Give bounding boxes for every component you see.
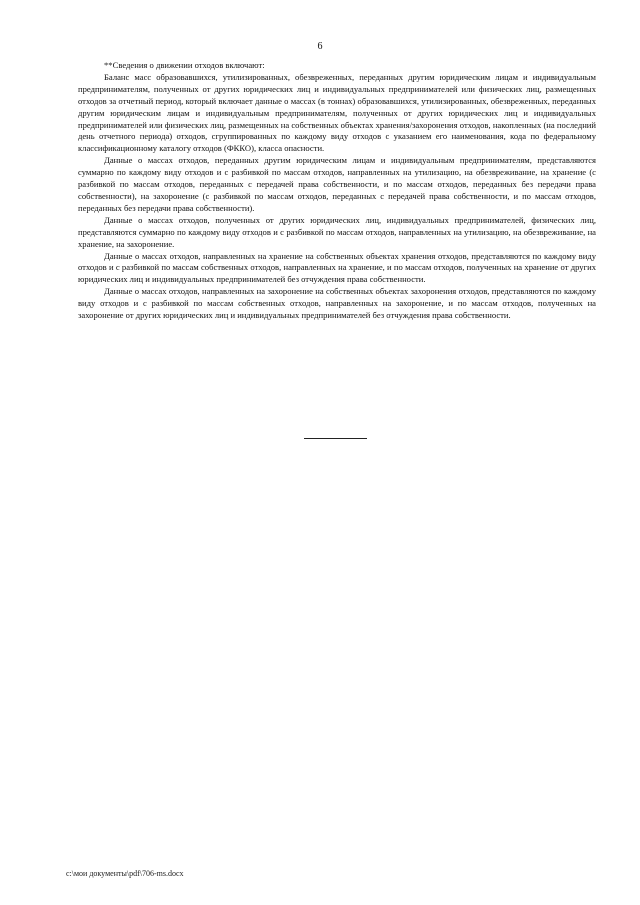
footer-file-path: c:\мои документы\pdf\706-ms.docx	[66, 869, 184, 878]
paragraph-storage: Данные о массах отходов, направленных на хранение на собственных объектах хранения отходов, представляются по каждому виду отходов и с разбивкой по массам собственных отходов, направленных на хранение, и по массам отходов, полученных на хранение от других юридических лиц и индивидуальных предпринимателей без отчуждения права собственности.	[78, 250, 596, 285]
paragraph-burial: Данные о массах отходов, направленных на захоронение на собственных объектах захоронения отходов, представляются по каждому виду отходов и с разбивкой по массам собственных отходов, направленных на захоронение, и по массам отходов, полученных на захоронение от других юридических лиц и индивидуальных предпринимателей без отчуждения права собственности.	[78, 286, 596, 321]
page-number: 6	[317, 41, 323, 52]
paragraph-balance: Баланс масс образовавшихся, утилизированных, обезвреженных, переданных другим юридическим лицам и индивидуальным предпринимателям, полученных от других юридических лиц и индивидуальных предпринимателей или физических лиц, размещенных отходов за отчетный период, который включает данные о массах (в тоннах) образовавшихся, утилизированных, обезвреженных, переданных другим юридическим лицам и индивидуальным предпринимателям, полученных от других юридических лиц и индивидуальных предпринимателей или физических лиц, размещенных на собственных объектах хранения/захоронения отходов, накопленных (на последний день отчетного периода) отходов, сгруппированных по каждому виду отходов с указанием его наименования, кода по федеральному классификационному каталогу отходов (ФККО), класса опасности.	[78, 71, 596, 154]
end-separator-line	[304, 438, 367, 439]
paragraph-received-waste: Данные о массах отходов, полученных от других юридических лиц, индивидуальных предпринимателей, физических лиц, представляются суммарно по каждому виду отходов и с разбивкой по массам отходов, направленных на утилизацию, на обезвреживание, на хранение, на захоронение.	[78, 214, 596, 249]
section-heading: **Сведения о движении отходов включают:	[104, 60, 265, 70]
paragraph-transferred-waste: Данные о массах отходов, переданных другим юридическим лицам и индивидуальным предпринимателям, представляются суммарно по каждому виду отходов и с разбивкой по массам отходов, направленных на утилизацию, на обезвреживание, на хранение (с разбивкой по массам отходов, переданных с передачей права собственности, и по массам отходов, переданных без передачи права собственности), на захоронение (с разбивкой по массам отходов, переданных с передачей права собственности, и по массам отходов, переданных без передачи права собственности).	[78, 155, 596, 213]
document-body	[78, 60, 596, 322]
